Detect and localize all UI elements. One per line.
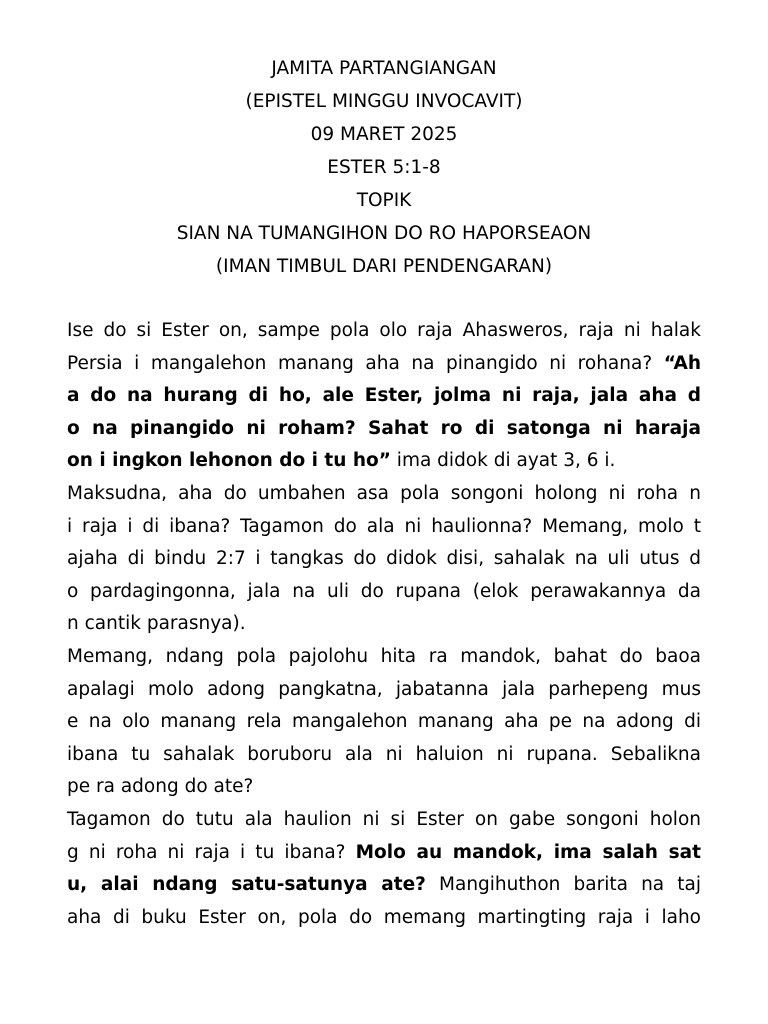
header-title: JAMITA PARTANGIANGAN xyxy=(271,58,497,79)
header-date: 09 MARET 2025 xyxy=(310,124,458,145)
body-line xyxy=(67,869,701,902)
body-line: ajaha di bindu 2:7 i tangkas do didok disi, sahalak na uli utus d xyxy=(67,548,701,570)
body-line: o pardagingonna, jala na uli do rupana (elok perawakannya da xyxy=(67,580,701,602)
body-line: n cantik parasnya). xyxy=(67,613,246,635)
sermon-body xyxy=(67,315,701,934)
body-line: Maksudna, aha do umbahen asa pola songoni holong ni roha n xyxy=(67,482,701,504)
header-subtitle: (EPISTEL MINGGU INVOCAVIT) xyxy=(245,91,523,112)
header-scripture: ESTER 5:1-8 xyxy=(327,157,441,178)
body-text-bold: “Ah xyxy=(663,352,701,374)
body-line-bold: a do na hurang di ho, ale Ester, jolma ni raja, jala aha d xyxy=(67,385,701,407)
body-text: ima didok di ayat 3, 6 i. xyxy=(390,450,616,472)
body-line-bold: o na pinangido ni roham? Sahat ro di satonga ni haraja xyxy=(67,417,701,439)
body-text: g ni roha ni raja i tu ibana? xyxy=(67,841,356,863)
body-line xyxy=(67,445,701,478)
body-text: Mangihuthon barita na taj xyxy=(425,874,701,896)
body-text-bold: Molo au mandok, ima salah sat xyxy=(355,841,701,863)
body-line: Ise do si Ester on, sampe pola olo raja Ahasweros, raja ni halak xyxy=(67,320,701,341)
header-topic-translation: (IMAN TIMBUL DARI PENDENGARAN) xyxy=(215,256,553,277)
body-line xyxy=(67,837,701,870)
body-text-bold: u, alai ndang satu-satunya ate? xyxy=(67,874,426,896)
body-text-bold: on i ingkon lehonon do i tu ho” xyxy=(67,450,391,472)
body-line: pe ra adong do ate? xyxy=(67,776,254,798)
header-topic-label: TOPIK xyxy=(356,190,412,211)
body-line: apalagi molo adong pangkatna, jabatanna jala parhepeng mus xyxy=(67,678,701,700)
body-line: Memang, ndang pola pajolohu hita ra mandok, bahat do baoa xyxy=(67,645,701,667)
body-line: Tagamon do tutu ala haulion ni si Ester on gabe songoni holon xyxy=(67,808,701,830)
body-line: e na olo manang rela mangalehon manang aha pe na adong di xyxy=(67,711,701,733)
body-line: ibana tu sahalak boruboru ala ni haluion ni rupana. Sebalikna xyxy=(67,743,701,765)
body-line xyxy=(67,348,701,381)
header-topic: SIAN NA TUMANGIHON DO RO HAPORSEAON xyxy=(176,223,592,244)
body-line: i raja i di ibana? Tagamon do ala ni haulionna? Memang, molo t xyxy=(67,515,701,537)
body-text: Persia i mangalehon manang aha na pinangido ni rohana? xyxy=(67,352,664,374)
body-line: aha di buku Ester on, pola do memang martingting raja i laho xyxy=(67,906,701,928)
sermon-header xyxy=(0,52,768,283)
